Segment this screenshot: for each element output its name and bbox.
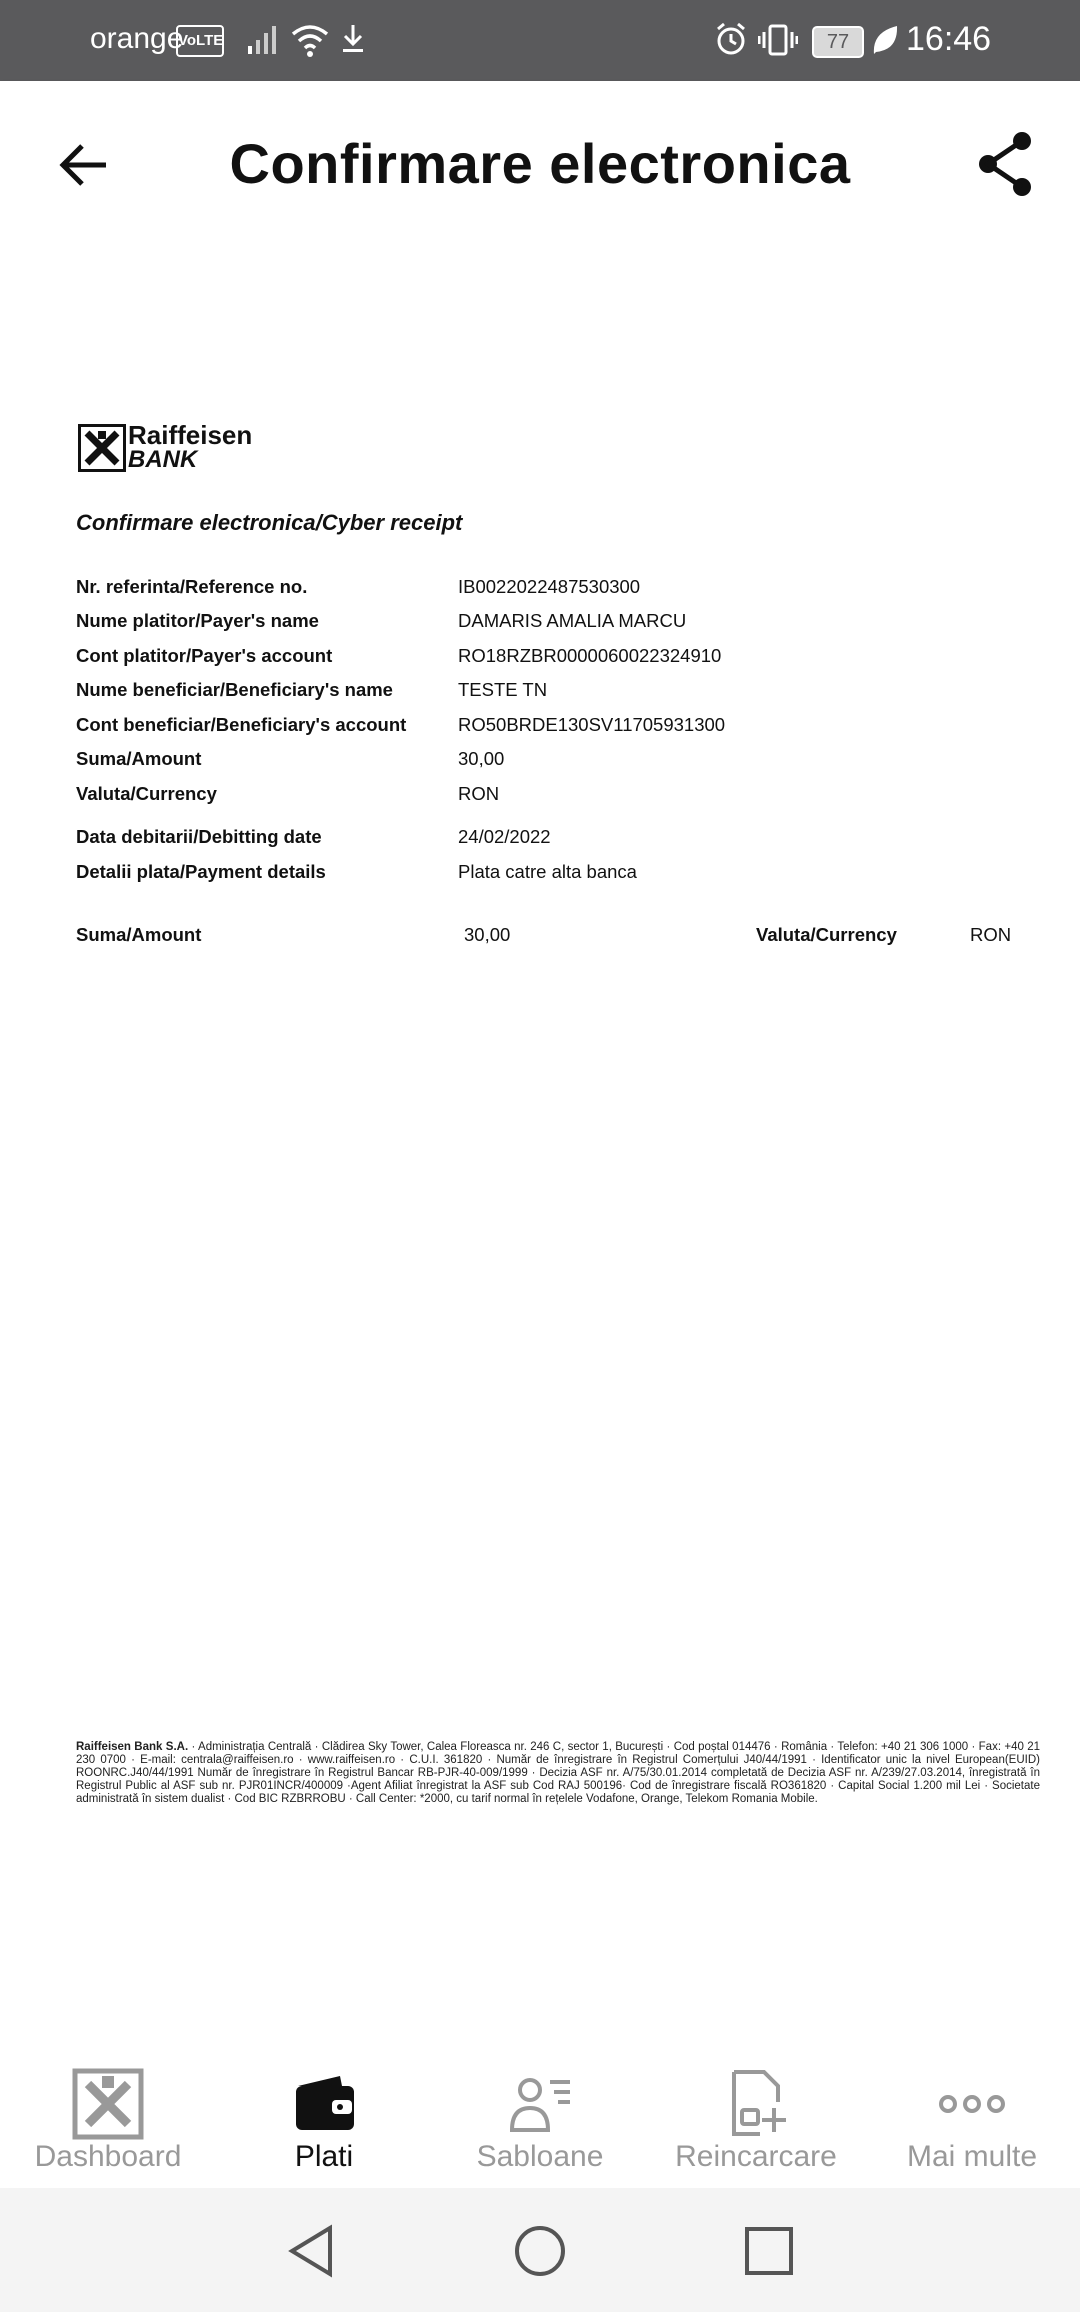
nav-dashboard[interactable] [0, 2026, 216, 2188]
nav-label: Reincarcare [675, 2140, 837, 2173]
signal-icon [246, 22, 280, 56]
row-value: DAMARIS AMALIA MARCU [458, 610, 687, 631]
alarm-icon [714, 22, 748, 58]
summary-currency-label: Valuta/Currency [756, 924, 897, 945]
summary-amount-label: Suma/Amount [76, 924, 202, 945]
vibrate-icon [758, 22, 798, 58]
system-navigation-bar [0, 2188, 1080, 2312]
row-label: Detalii plata/Payment details [76, 861, 326, 882]
row-value: 30,00 [458, 748, 505, 769]
row-value: RO50BRDE130SV11705931300 [458, 714, 726, 735]
nav-sabloane[interactable] [432, 2026, 648, 2188]
page-title: Confirmare electronica [229, 132, 851, 195]
nav-label: Sabloane [476, 2140, 604, 2173]
nav-label: Mai multe [906, 2140, 1038, 2173]
bottom-navigation [0, 2026, 1080, 2188]
summary-amount-value: 30,00 [464, 924, 511, 945]
row-currency [76, 783, 1036, 807]
status-time: 16:46 [906, 20, 992, 58]
legal-footer [76, 1741, 1040, 1806]
nav-reincarcare[interactable] [648, 2026, 864, 2188]
system-home-icon[interactable] [513, 2224, 567, 2278]
summary-row [76, 924, 1036, 948]
row-label: Nr. referinta/Reference no. [76, 576, 308, 597]
nav-plati[interactable] [216, 2026, 432, 2188]
sim-plus-icon [720, 2068, 792, 2140]
share-icon[interactable] [974, 129, 1038, 199]
row-label: Nume platitor/Payer's name [76, 610, 319, 631]
row-payment-details [76, 861, 1036, 885]
logo-text-line2: BANK [128, 446, 198, 473]
wifi-icon [290, 22, 330, 58]
system-recents-icon[interactable] [742, 2224, 796, 2278]
row-label: Valuta/Currency [76, 783, 217, 804]
leaf-icon [870, 22, 900, 58]
row-payer-name [76, 610, 1036, 634]
nav-mai-multe[interactable] [864, 2026, 1080, 2188]
row-amount [76, 748, 1036, 772]
volte-badge: VoLTE [176, 25, 224, 57]
battery-indicator: 77 [812, 26, 864, 58]
row-label: Nume beneficiar/Beneficiary's name [76, 679, 393, 700]
status-bar [0, 0, 1080, 81]
row-value: TESTE TN [458, 679, 548, 700]
row-beneficiary-name [76, 679, 1036, 703]
row-label: Cont beneficiar/Beneficiary's account [76, 714, 407, 735]
nav-label: Dashboard [34, 2140, 182, 2173]
row-value: 24/02/2022 [458, 826, 551, 847]
row-label: Cont platitor/Payer's account [76, 645, 333, 666]
summary-currency-value: RON [970, 924, 1012, 945]
row-beneficiary-account [76, 714, 1036, 738]
row-value: RO18RZBR0000060022324910 [458, 645, 722, 666]
row-value: RON [458, 783, 500, 804]
nav-label: Plati [294, 2140, 354, 2173]
raiffeisen-logo-icon [78, 424, 126, 472]
more-dots-icon [936, 2068, 1008, 2140]
download-icon [340, 22, 366, 56]
row-payer-account [76, 645, 1036, 669]
row-debit-date [76, 826, 1036, 850]
bank-logo [78, 420, 253, 480]
row-label: Suma/Amount [76, 748, 202, 769]
row-label: Data debitarii/Debitting date [76, 826, 322, 847]
dashboard-logo-icon [72, 2068, 144, 2140]
row-value: Plata catre alta banca [458, 861, 637, 882]
carrier-name: orange [90, 22, 184, 55]
wallet-icon [288, 2068, 360, 2140]
legal-text: · Administrația Centrală · Clădirea Sky Tower, Calea Floreasca nr. 246 C, sector 1, București · Cod poștal 014476 · România · Telefon: +40 21 306 1000 · Fax: +40 21 230 0700 · E-mail: centrala@raiffeisen.ro · www.raiffeisen.ro · C.U.I. 361820 · Număr de înregistrare în Registrul Comerțului J40/44/1991 · Identificator unic la nivel European(EUID) ROONRC.J40/44/1991 Număr de înregistrare în Registrul Bancar RB-PJR-40-009/1999 · Decizia ASF nr. A/75/30.01.2014 completată de Decizia ASF nr. A/239/27.03.2014, înregistrată în Registrul Public al ASF sub nr. PJR01INCR/400009 ·Agent Afiliat înregistrat la ASF sub Cod RAJ 500196· Cod de înregistrare fiscală RO361820 · Capital Social 1.200 mil Lei · Societate administrată în sistem dualist · Cod BIC RZBRROBU · Call Center: *2000, cu tarif normal în rețelele Vodafone, Orange, Telekom Romania Mobile. [76, 1741, 1041, 1805]
person-list-icon [504, 2068, 576, 2140]
logo-text-line1: Raiffeisen [128, 420, 253, 450]
row-reference [76, 576, 1036, 600]
row-value: IB0022022487530300 [458, 576, 641, 597]
receipt-document [0, 246, 1080, 2026]
system-back-icon[interactable] [284, 2224, 338, 2278]
app-header [0, 81, 1080, 246]
receipt-title: Confirmare electronica/Cyber receipt [76, 510, 463, 535]
legal-company: Raiffeisen Bank S.A. [76, 1741, 189, 1753]
